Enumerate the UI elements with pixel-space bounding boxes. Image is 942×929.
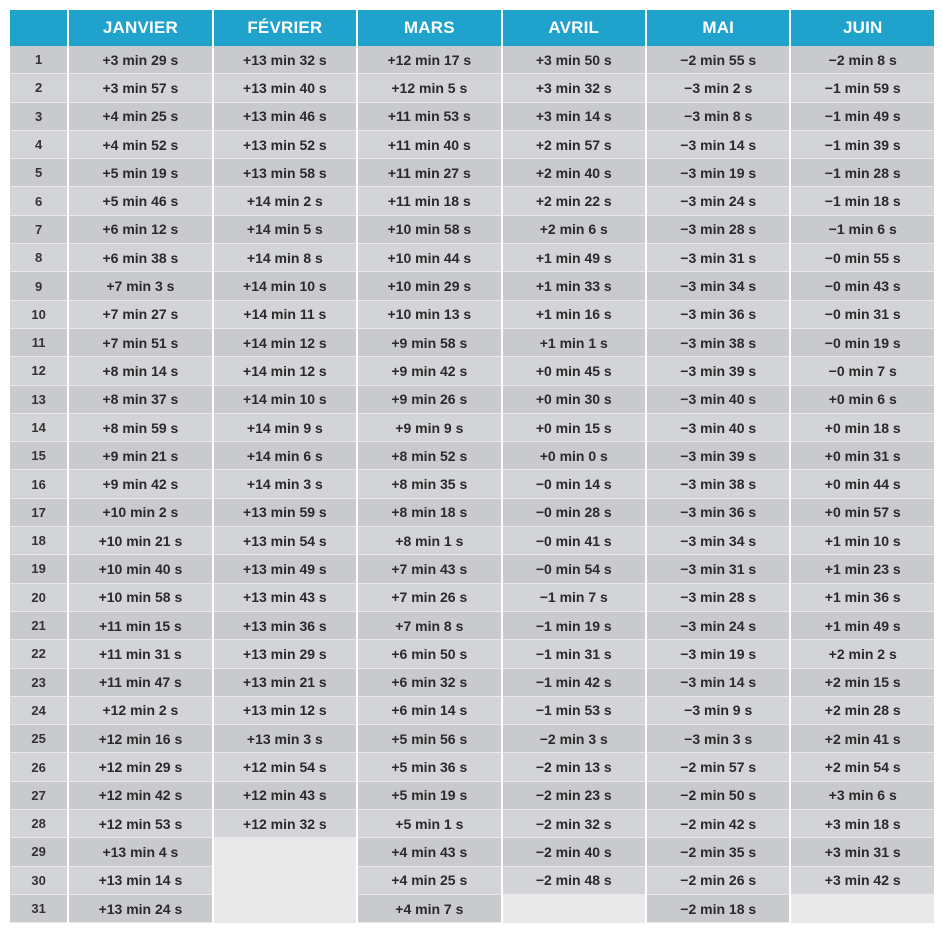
time-cell: +13 min 29 s xyxy=(213,640,357,668)
time-cell: +13 min 52 s xyxy=(213,130,357,158)
time-cell: +3 min 42 s xyxy=(790,866,935,894)
time-cell: +14 min 10 s xyxy=(213,272,357,300)
time-cell: −3 min 34 s xyxy=(646,527,790,555)
time-cell: −3 min 8 s xyxy=(646,102,790,130)
time-cell: −0 min 19 s xyxy=(790,328,935,356)
time-cell: −2 min 42 s xyxy=(646,810,790,838)
time-cell: +3 min 29 s xyxy=(68,46,212,74)
time-cell: −3 min 38 s xyxy=(646,470,790,498)
time-cell: +0 min 57 s xyxy=(790,498,935,526)
time-cell: +3 min 14 s xyxy=(502,102,646,130)
time-cell: −2 min 57 s xyxy=(646,753,790,781)
table-row xyxy=(10,696,935,724)
time-cell: −1 min 28 s xyxy=(790,159,935,187)
time-cell: −1 min 59 s xyxy=(790,74,935,102)
day-number: 19 xyxy=(10,555,68,583)
time-cell: +14 min 5 s xyxy=(213,215,357,243)
time-cell: +6 min 14 s xyxy=(357,696,501,724)
time-cell: +3 min 32 s xyxy=(502,74,646,102)
time-cell: +7 min 3 s xyxy=(68,272,212,300)
table-row xyxy=(10,866,935,894)
table-row xyxy=(10,357,935,385)
table-body xyxy=(10,46,935,923)
time-cell: +8 min 14 s xyxy=(68,357,212,385)
time-cell: +12 min 29 s xyxy=(68,753,212,781)
time-cell: +6 min 32 s xyxy=(357,668,501,696)
time-cell: +0 min 30 s xyxy=(502,385,646,413)
time-cell: −2 min 3 s xyxy=(502,725,646,753)
day-number: 30 xyxy=(10,866,68,894)
day-number: 18 xyxy=(10,527,68,555)
time-cell: −3 min 19 s xyxy=(646,159,790,187)
time-cell: +5 min 19 s xyxy=(68,159,212,187)
time-cell: +1 min 16 s xyxy=(502,300,646,328)
time-cell: −3 min 40 s xyxy=(646,385,790,413)
time-cell: +10 min 44 s xyxy=(357,244,501,272)
day-number: 7 xyxy=(10,215,68,243)
day-number: 14 xyxy=(10,413,68,441)
time-cell: −3 min 24 s xyxy=(646,187,790,215)
time-cell: −2 min 50 s xyxy=(646,781,790,809)
table-row xyxy=(10,470,935,498)
time-cell: −3 min 14 s xyxy=(646,130,790,158)
time-cell: −3 min 28 s xyxy=(646,583,790,611)
time-cell: +4 min 43 s xyxy=(357,838,501,866)
time-cell: −2 min 13 s xyxy=(502,753,646,781)
time-cell: +13 min 40 s xyxy=(213,74,357,102)
table-row xyxy=(10,46,935,74)
header-month: MARS xyxy=(357,10,501,46)
time-cell: +14 min 8 s xyxy=(213,244,357,272)
table-row xyxy=(10,725,935,753)
time-cell: +9 min 42 s xyxy=(68,470,212,498)
time-cell: −1 min 39 s xyxy=(790,130,935,158)
time-cell: +10 min 58 s xyxy=(357,215,501,243)
day-number: 11 xyxy=(10,328,68,356)
time-cell: +13 min 36 s xyxy=(213,611,357,639)
time-cell: +2 min 2 s xyxy=(790,640,935,668)
day-number: 25 xyxy=(10,725,68,753)
time-cell: +4 min 25 s xyxy=(357,866,501,894)
day-number: 1 xyxy=(10,46,68,74)
time-cell: +2 min 15 s xyxy=(790,668,935,696)
time-cell: −0 min 7 s xyxy=(790,357,935,385)
header-month: MAI xyxy=(646,10,790,46)
time-cell: +12 min 5 s xyxy=(357,74,501,102)
table-row xyxy=(10,527,935,555)
time-cell: −2 min 23 s xyxy=(502,781,646,809)
time-cell: +1 min 49 s xyxy=(502,244,646,272)
time-cell: +13 min 32 s xyxy=(213,46,357,74)
time-cell: −1 min 6 s xyxy=(790,215,935,243)
table-row xyxy=(10,611,935,639)
table-row xyxy=(10,130,935,158)
table-row xyxy=(10,159,935,187)
time-cell: +1 min 10 s xyxy=(790,527,935,555)
time-cell xyxy=(213,866,357,894)
header-month: JUIN xyxy=(790,10,935,46)
time-cell: +11 min 31 s xyxy=(68,640,212,668)
table-row xyxy=(10,753,935,781)
time-cell: −3 min 40 s xyxy=(646,413,790,441)
time-cell xyxy=(502,894,646,922)
time-cell: −3 min 38 s xyxy=(646,328,790,356)
time-cell: +9 min 42 s xyxy=(357,357,501,385)
table-row xyxy=(10,102,935,130)
table-row xyxy=(10,300,935,328)
header-row xyxy=(10,10,935,46)
time-cell: +10 min 58 s xyxy=(68,583,212,611)
time-cell: +14 min 3 s xyxy=(213,470,357,498)
time-cell: +9 min 26 s xyxy=(357,385,501,413)
time-cell: +4 min 7 s xyxy=(357,894,501,922)
time-cell: +11 min 27 s xyxy=(357,159,501,187)
table-row xyxy=(10,244,935,272)
time-cell: −3 min 39 s xyxy=(646,357,790,385)
time-cell: +9 min 58 s xyxy=(357,328,501,356)
time-cell: +10 min 29 s xyxy=(357,272,501,300)
time-cell: +12 min 2 s xyxy=(68,696,212,724)
time-cell: +10 min 40 s xyxy=(68,555,212,583)
time-cell: +14 min 2 s xyxy=(213,187,357,215)
day-number: 21 xyxy=(10,611,68,639)
day-number: 13 xyxy=(10,385,68,413)
time-cell: +2 min 22 s xyxy=(502,187,646,215)
time-cell: −3 min 28 s xyxy=(646,215,790,243)
time-cell: +14 min 12 s xyxy=(213,328,357,356)
time-cell: +0 min 6 s xyxy=(790,385,935,413)
time-cell: +9 min 21 s xyxy=(68,442,212,470)
time-cell: −3 min 36 s xyxy=(646,498,790,526)
time-cell: +5 min 56 s xyxy=(357,725,501,753)
day-number: 20 xyxy=(10,583,68,611)
table-row xyxy=(10,555,935,583)
time-cell: +12 min 54 s xyxy=(213,753,357,781)
table-row xyxy=(10,272,935,300)
time-cell: −1 min 18 s xyxy=(790,187,935,215)
time-cell: +13 min 12 s xyxy=(213,696,357,724)
table-row xyxy=(10,187,935,215)
time-cell: +1 min 1 s xyxy=(502,328,646,356)
table-row xyxy=(10,894,935,922)
time-cell: +0 min 0 s xyxy=(502,442,646,470)
day-number: 2 xyxy=(10,74,68,102)
time-cell: −1 min 19 s xyxy=(502,611,646,639)
time-cell: −3 min 31 s xyxy=(646,555,790,583)
time-cell: +9 min 9 s xyxy=(357,413,501,441)
table-row xyxy=(10,215,935,243)
time-cell: −0 min 55 s xyxy=(790,244,935,272)
table-row xyxy=(10,668,935,696)
time-cell: −3 min 24 s xyxy=(646,611,790,639)
time-cell: −0 min 14 s xyxy=(502,470,646,498)
time-cell: +8 min 35 s xyxy=(357,470,501,498)
time-cell: +12 min 32 s xyxy=(213,810,357,838)
time-cell: +5 min 19 s xyxy=(357,781,501,809)
time-cell: +2 min 28 s xyxy=(790,696,935,724)
time-cell: +14 min 10 s xyxy=(213,385,357,413)
time-cell: +10 min 21 s xyxy=(68,527,212,555)
time-cell: +12 min 43 s xyxy=(213,781,357,809)
time-cell: +8 min 59 s xyxy=(68,413,212,441)
time-cell: +0 min 18 s xyxy=(790,413,935,441)
day-number: 9 xyxy=(10,272,68,300)
time-cell: −2 min 26 s xyxy=(646,866,790,894)
time-cell: +4 min 25 s xyxy=(68,102,212,130)
time-cell: +11 min 53 s xyxy=(357,102,501,130)
header-month: FÉVRIER xyxy=(213,10,357,46)
day-number: 22 xyxy=(10,640,68,668)
time-cell: +1 min 36 s xyxy=(790,583,935,611)
equation-of-time-table-container xyxy=(10,10,936,923)
time-cell: −1 min 49 s xyxy=(790,102,935,130)
time-cell: +13 min 49 s xyxy=(213,555,357,583)
day-number: 10 xyxy=(10,300,68,328)
time-cell: −2 min 18 s xyxy=(646,894,790,922)
time-cell: +8 min 1 s xyxy=(357,527,501,555)
time-cell: +13 min 3 s xyxy=(213,725,357,753)
time-cell: +2 min 57 s xyxy=(502,130,646,158)
time-cell: −3 min 31 s xyxy=(646,244,790,272)
time-cell: +11 min 18 s xyxy=(357,187,501,215)
time-cell: +1 min 33 s xyxy=(502,272,646,300)
time-cell: −0 min 43 s xyxy=(790,272,935,300)
day-number: 24 xyxy=(10,696,68,724)
time-cell: +2 min 54 s xyxy=(790,753,935,781)
header-month: AVRIL xyxy=(502,10,646,46)
time-cell: −0 min 31 s xyxy=(790,300,935,328)
time-cell: −3 min 3 s xyxy=(646,725,790,753)
time-cell: −2 min 55 s xyxy=(646,46,790,74)
day-number: 3 xyxy=(10,102,68,130)
day-number: 28 xyxy=(10,810,68,838)
time-cell: −1 min 31 s xyxy=(502,640,646,668)
time-cell: −2 min 35 s xyxy=(646,838,790,866)
time-cell: +0 min 31 s xyxy=(790,442,935,470)
time-cell: +12 min 17 s xyxy=(357,46,501,74)
table-row xyxy=(10,583,935,611)
day-number: 4 xyxy=(10,130,68,158)
time-cell: +0 min 45 s xyxy=(502,357,646,385)
header-month: JANVIER xyxy=(68,10,212,46)
time-cell: +3 min 18 s xyxy=(790,810,935,838)
time-cell: +4 min 52 s xyxy=(68,130,212,158)
time-cell: −3 min 9 s xyxy=(646,696,790,724)
time-cell: +13 min 14 s xyxy=(68,866,212,894)
day-number: 15 xyxy=(10,442,68,470)
time-cell: +11 min 47 s xyxy=(68,668,212,696)
time-cell: +1 min 49 s xyxy=(790,611,935,639)
table-row xyxy=(10,640,935,668)
time-cell: −2 min 8 s xyxy=(790,46,935,74)
time-cell: +0 min 44 s xyxy=(790,470,935,498)
time-cell: +11 min 40 s xyxy=(357,130,501,158)
time-cell: +13 min 58 s xyxy=(213,159,357,187)
day-number: 17 xyxy=(10,498,68,526)
time-cell: −3 min 36 s xyxy=(646,300,790,328)
time-cell: +3 min 31 s xyxy=(790,838,935,866)
time-cell: +7 min 8 s xyxy=(357,611,501,639)
day-number: 6 xyxy=(10,187,68,215)
time-cell: +0 min 15 s xyxy=(502,413,646,441)
time-cell: +3 min 6 s xyxy=(790,781,935,809)
time-cell: −2 min 32 s xyxy=(502,810,646,838)
time-cell: +5 min 36 s xyxy=(357,753,501,781)
time-cell: +8 min 18 s xyxy=(357,498,501,526)
time-cell: +13 min 21 s xyxy=(213,668,357,696)
time-cell: +13 min 24 s xyxy=(68,894,212,922)
day-number: 26 xyxy=(10,753,68,781)
time-cell: −0 min 28 s xyxy=(502,498,646,526)
time-cell: +14 min 9 s xyxy=(213,413,357,441)
time-cell: +3 min 50 s xyxy=(502,46,646,74)
day-number: 31 xyxy=(10,894,68,922)
time-cell: +12 min 53 s xyxy=(68,810,212,838)
time-cell: −0 min 41 s xyxy=(502,527,646,555)
time-cell: +5 min 46 s xyxy=(68,187,212,215)
time-cell: +12 min 16 s xyxy=(68,725,212,753)
table-row xyxy=(10,385,935,413)
time-cell: +2 min 6 s xyxy=(502,215,646,243)
time-cell: −1 min 53 s xyxy=(502,696,646,724)
time-cell: +8 min 37 s xyxy=(68,385,212,413)
day-number: 5 xyxy=(10,159,68,187)
time-cell: +14 min 12 s xyxy=(213,357,357,385)
time-cell: −3 min 34 s xyxy=(646,272,790,300)
day-number: 27 xyxy=(10,781,68,809)
time-cell: −3 min 19 s xyxy=(646,640,790,668)
table-row xyxy=(10,74,935,102)
time-cell: +2 min 40 s xyxy=(502,159,646,187)
time-cell: +7 min 51 s xyxy=(68,328,212,356)
time-cell xyxy=(213,894,357,922)
table-row xyxy=(10,498,935,526)
time-cell: −0 min 54 s xyxy=(502,555,646,583)
table-row xyxy=(10,413,935,441)
day-number: 16 xyxy=(10,470,68,498)
time-cell xyxy=(213,838,357,866)
day-number: 8 xyxy=(10,244,68,272)
time-cell: +14 min 6 s xyxy=(213,442,357,470)
day-number: 29 xyxy=(10,838,68,866)
time-cell: +13 min 43 s xyxy=(213,583,357,611)
time-cell: +5 min 1 s xyxy=(357,810,501,838)
time-cell: +14 min 11 s xyxy=(213,300,357,328)
time-cell: +13 min 54 s xyxy=(213,527,357,555)
time-cell: +7 min 26 s xyxy=(357,583,501,611)
time-cell: −2 min 48 s xyxy=(502,866,646,894)
time-cell: −3 min 39 s xyxy=(646,442,790,470)
time-cell: −2 min 40 s xyxy=(502,838,646,866)
time-cell: −3 min 2 s xyxy=(646,74,790,102)
header-day xyxy=(10,10,68,46)
time-cell: +13 min 59 s xyxy=(213,498,357,526)
table-row xyxy=(10,810,935,838)
time-cell: +13 min 4 s xyxy=(68,838,212,866)
time-cell: +6 min 38 s xyxy=(68,244,212,272)
time-cell: −1 min 7 s xyxy=(502,583,646,611)
time-cell: −1 min 42 s xyxy=(502,668,646,696)
time-cell: +12 min 42 s xyxy=(68,781,212,809)
time-cell: +2 min 41 s xyxy=(790,725,935,753)
time-cell: +10 min 2 s xyxy=(68,498,212,526)
time-cell: +6 min 12 s xyxy=(68,215,212,243)
time-cell: +8 min 52 s xyxy=(357,442,501,470)
time-cell: +1 min 23 s xyxy=(790,555,935,583)
table-row xyxy=(10,838,935,866)
day-number: 12 xyxy=(10,357,68,385)
table-row xyxy=(10,442,935,470)
time-cell: +3 min 57 s xyxy=(68,74,212,102)
time-cell xyxy=(790,894,935,922)
time-cell: +10 min 13 s xyxy=(357,300,501,328)
day-number: 23 xyxy=(10,668,68,696)
time-cell: +13 min 46 s xyxy=(213,102,357,130)
table-row xyxy=(10,781,935,809)
equation-of-time-table xyxy=(10,10,936,923)
time-cell: +7 min 43 s xyxy=(357,555,501,583)
time-cell: +11 min 15 s xyxy=(68,611,212,639)
table-row xyxy=(10,328,935,356)
time-cell: −3 min 14 s xyxy=(646,668,790,696)
time-cell: +7 min 27 s xyxy=(68,300,212,328)
time-cell: +6 min 50 s xyxy=(357,640,501,668)
